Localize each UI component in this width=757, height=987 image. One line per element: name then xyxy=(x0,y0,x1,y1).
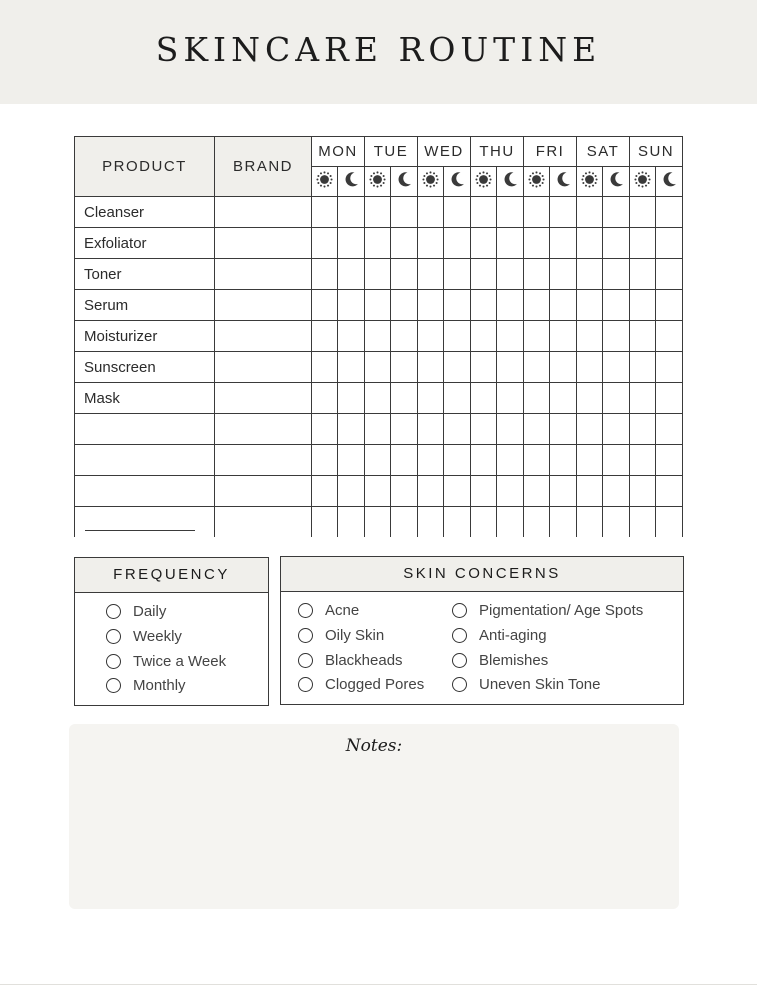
check-cell[interactable] xyxy=(418,321,444,352)
check-cell[interactable] xyxy=(365,321,391,352)
check-cell[interactable] xyxy=(603,290,630,321)
table-row xyxy=(75,290,683,321)
check-cell[interactable] xyxy=(338,414,365,445)
skin-concerns-panel xyxy=(280,556,684,705)
check-cell[interactable] xyxy=(312,197,338,228)
check-cell[interactable] xyxy=(418,352,444,383)
check-cell[interactable] xyxy=(338,507,365,538)
check-cell[interactable] xyxy=(365,290,391,321)
check-cell[interactable] xyxy=(312,507,338,538)
check-cell[interactable] xyxy=(338,352,365,383)
brand-cell[interactable] xyxy=(215,290,312,321)
routine-table xyxy=(74,136,683,537)
brand-cell[interactable] xyxy=(215,383,312,414)
sun-icon xyxy=(418,167,444,197)
check-cell[interactable] xyxy=(656,352,683,383)
check-cell[interactable] xyxy=(524,507,550,538)
check-cell[interactable] xyxy=(656,259,683,290)
frequency-header: FREQUENCY xyxy=(75,558,268,593)
check-cell[interactable] xyxy=(444,476,471,507)
sun-icon xyxy=(471,167,497,197)
option-label: Daily xyxy=(133,603,167,620)
check-cell[interactable] xyxy=(444,290,471,321)
title-band xyxy=(0,0,757,104)
check-cell[interactable] xyxy=(497,507,524,538)
check-cell[interactable] xyxy=(338,476,365,507)
day-header-sun: SUN xyxy=(630,137,683,167)
option-label: Blemishes xyxy=(479,652,549,669)
check-cell[interactable] xyxy=(577,197,603,228)
check-cell[interactable] xyxy=(603,321,630,352)
table-row xyxy=(75,352,683,383)
check-cell[interactable] xyxy=(312,321,338,352)
concern-option-uneven-skin-tone[interactable] xyxy=(452,676,600,693)
check-cell[interactable] xyxy=(603,383,630,414)
check-cell[interactable] xyxy=(630,352,656,383)
moon-icon xyxy=(656,167,683,197)
radio-button[interactable] xyxy=(106,654,121,669)
check-cell[interactable] xyxy=(471,321,497,352)
product-cell[interactable] xyxy=(75,445,215,476)
check-cell[interactable] xyxy=(418,507,444,538)
option-label: Twice a Week xyxy=(133,653,227,670)
check-cell[interactable] xyxy=(524,445,550,476)
radio-button[interactable] xyxy=(106,629,121,644)
brand-cell[interactable] xyxy=(215,228,312,259)
product-header: PRODUCT xyxy=(75,137,215,197)
check-cell[interactable] xyxy=(550,383,577,414)
check-cell[interactable] xyxy=(418,228,444,259)
check-cell[interactable] xyxy=(444,352,471,383)
table-row xyxy=(75,228,683,259)
check-cell[interactable] xyxy=(550,259,577,290)
concern-option-clogged-pores[interactable] xyxy=(298,676,424,693)
day-header-tue: TUE xyxy=(365,137,418,167)
check-cell[interactable] xyxy=(497,383,524,414)
check-cell[interactable] xyxy=(365,507,391,538)
check-cell[interactable] xyxy=(497,259,524,290)
check-cell[interactable] xyxy=(391,476,418,507)
check-cell[interactable] xyxy=(497,228,524,259)
check-cell[interactable] xyxy=(603,259,630,290)
check-cell[interactable] xyxy=(365,445,391,476)
check-cell[interactable] xyxy=(338,383,365,414)
table-row xyxy=(75,383,683,414)
brand-header: BRAND xyxy=(215,137,312,197)
concern-option-blackheads[interactable] xyxy=(298,652,403,669)
check-cell[interactable] xyxy=(418,383,444,414)
check-cell[interactable] xyxy=(444,383,471,414)
check-cell[interactable] xyxy=(444,507,471,538)
moon-icon xyxy=(603,167,630,197)
check-cell[interactable] xyxy=(524,476,550,507)
radio-button[interactable] xyxy=(452,628,467,643)
check-cell[interactable] xyxy=(497,197,524,228)
option-label: Uneven Skin Tone xyxy=(479,676,601,693)
check-cell[interactable] xyxy=(338,290,365,321)
check-cell[interactable] xyxy=(550,352,577,383)
check-cell[interactable] xyxy=(577,383,603,414)
check-cell[interactable] xyxy=(577,507,603,538)
radio-button[interactable] xyxy=(106,678,121,693)
check-cell[interactable] xyxy=(577,476,603,507)
table-row xyxy=(75,414,683,445)
check-cell[interactable] xyxy=(471,228,497,259)
check-cell[interactable] xyxy=(338,445,365,476)
check-cell[interactable] xyxy=(524,259,550,290)
option-label: Clogged Pores xyxy=(325,676,425,693)
check-cell[interactable] xyxy=(391,197,418,228)
product-cell[interactable]: Serum xyxy=(75,290,215,321)
check-cell[interactable] xyxy=(471,352,497,383)
check-cell[interactable] xyxy=(524,321,550,352)
check-cell[interactable] xyxy=(577,445,603,476)
product-cell[interactable] xyxy=(75,414,215,445)
check-cell[interactable] xyxy=(471,290,497,321)
check-cell[interactable] xyxy=(471,507,497,538)
day-header-wed: WED xyxy=(418,137,471,167)
check-cell[interactable] xyxy=(391,352,418,383)
bottom-divider xyxy=(0,984,757,985)
radio-button[interactable] xyxy=(298,677,313,692)
check-cell[interactable] xyxy=(656,290,683,321)
check-cell[interactable] xyxy=(550,507,577,538)
check-cell[interactable] xyxy=(365,383,391,414)
radio-button[interactable] xyxy=(106,604,121,619)
check-cell[interactable] xyxy=(630,507,656,538)
check-cell[interactable] xyxy=(550,290,577,321)
check-cell[interactable] xyxy=(365,476,391,507)
check-cell[interactable] xyxy=(444,259,471,290)
radio-button[interactable] xyxy=(452,677,467,692)
radio-button[interactable] xyxy=(298,603,313,618)
check-cell[interactable] xyxy=(391,259,418,290)
check-cell[interactable] xyxy=(603,507,630,538)
check-cell[interactable] xyxy=(391,445,418,476)
check-cell[interactable] xyxy=(603,445,630,476)
check-cell[interactable] xyxy=(524,197,550,228)
check-cell[interactable] xyxy=(603,352,630,383)
check-cell[interactable] xyxy=(603,197,630,228)
check-cell[interactable] xyxy=(365,352,391,383)
sun-icon xyxy=(577,167,603,197)
check-cell[interactable] xyxy=(524,290,550,321)
table-row xyxy=(75,197,683,228)
option-label: Anti-aging xyxy=(479,627,547,644)
table-row xyxy=(75,476,683,507)
check-cell[interactable] xyxy=(630,197,656,228)
check-cell[interactable] xyxy=(391,321,418,352)
check-cell[interactable] xyxy=(630,476,656,507)
check-cell[interactable] xyxy=(656,507,683,538)
concern-option-pigmentation[interactable] xyxy=(452,602,643,619)
product-cell[interactable]: Exfoliator xyxy=(75,228,215,259)
option-label: Pigmentation/ Age Spots xyxy=(479,602,644,619)
frequency-option-weekly[interactable] xyxy=(106,628,182,645)
check-cell[interactable] xyxy=(577,228,603,259)
check-cell[interactable] xyxy=(418,290,444,321)
check-cell[interactable] xyxy=(365,228,391,259)
day-header-mon: MON xyxy=(312,137,365,167)
check-cell[interactable] xyxy=(603,228,630,259)
check-cell[interactable] xyxy=(656,383,683,414)
product-cell[interactable] xyxy=(75,507,215,538)
check-cell[interactable] xyxy=(656,228,683,259)
check-cell[interactable] xyxy=(577,352,603,383)
check-cell[interactable] xyxy=(577,414,603,445)
check-cell[interactable] xyxy=(577,321,603,352)
brand-cell[interactable] xyxy=(215,321,312,352)
check-cell[interactable] xyxy=(656,414,683,445)
product-cell[interactable] xyxy=(75,476,215,507)
concern-option-anti-aging[interactable] xyxy=(452,627,547,644)
table-row xyxy=(75,259,683,290)
check-cell[interactable] xyxy=(418,476,444,507)
moon-icon xyxy=(338,167,365,197)
check-cell[interactable] xyxy=(471,445,497,476)
frequency-option-monthly[interactable] xyxy=(106,677,186,694)
brand-cell[interactable] xyxy=(215,507,312,538)
check-cell[interactable] xyxy=(338,259,365,290)
check-cell[interactable] xyxy=(497,476,524,507)
check-cell[interactable] xyxy=(444,414,471,445)
check-cell[interactable] xyxy=(524,352,550,383)
product-cell[interactable]: Cleanser xyxy=(75,197,215,228)
frequency-panel xyxy=(74,557,269,706)
check-cell[interactable] xyxy=(497,445,524,476)
check-cell[interactable] xyxy=(312,445,338,476)
day-header-thu: THU xyxy=(471,137,524,167)
write-in-line xyxy=(85,530,195,531)
check-cell[interactable] xyxy=(391,383,418,414)
check-cell[interactable] xyxy=(497,290,524,321)
day-header-fri: FRI xyxy=(524,137,577,167)
product-cell[interactable]: Toner xyxy=(75,259,215,290)
check-cell[interactable] xyxy=(550,445,577,476)
check-cell[interactable] xyxy=(603,414,630,445)
product-cell[interactable]: Mask xyxy=(75,383,215,414)
check-cell[interactable] xyxy=(656,321,683,352)
check-cell[interactable] xyxy=(391,290,418,321)
skin-concerns-header: SKIN CONCERNS xyxy=(281,557,683,592)
check-cell[interactable] xyxy=(391,414,418,445)
check-cell[interactable] xyxy=(577,259,603,290)
check-cell[interactable] xyxy=(577,290,603,321)
check-cell[interactable] xyxy=(365,197,391,228)
check-cell[interactable] xyxy=(312,259,338,290)
concern-option-oily-skin[interactable] xyxy=(298,627,384,644)
product-cell[interactable]: Moisturizer xyxy=(75,321,215,352)
check-cell[interactable] xyxy=(471,197,497,228)
brand-cell[interactable] xyxy=(215,476,312,507)
check-cell[interactable] xyxy=(444,228,471,259)
check-cell[interactable] xyxy=(550,476,577,507)
radio-button[interactable] xyxy=(298,628,313,643)
check-cell[interactable] xyxy=(365,259,391,290)
brand-cell[interactable] xyxy=(215,197,312,228)
check-cell[interactable] xyxy=(391,228,418,259)
brand-cell[interactable] xyxy=(215,445,312,476)
check-cell[interactable] xyxy=(550,414,577,445)
check-cell[interactable] xyxy=(312,383,338,414)
check-cell[interactable] xyxy=(656,445,683,476)
product-cell[interactable]: Sunscreen xyxy=(75,352,215,383)
radio-button[interactable] xyxy=(298,653,313,668)
check-cell[interactable] xyxy=(444,197,471,228)
check-cell[interactable] xyxy=(630,445,656,476)
option-label: Blackheads xyxy=(325,652,403,669)
radio-button[interactable] xyxy=(452,653,467,668)
check-cell[interactable] xyxy=(550,321,577,352)
check-cell[interactable] xyxy=(312,228,338,259)
check-cell[interactable] xyxy=(338,228,365,259)
check-cell[interactable] xyxy=(312,476,338,507)
check-cell[interactable] xyxy=(418,259,444,290)
check-cell[interactable] xyxy=(550,228,577,259)
check-cell[interactable] xyxy=(471,414,497,445)
concern-option-blemishes[interactable] xyxy=(452,652,548,669)
check-cell[interactable] xyxy=(312,352,338,383)
check-cell[interactable] xyxy=(497,352,524,383)
check-cell[interactable] xyxy=(656,197,683,228)
check-cell[interactable] xyxy=(630,414,656,445)
check-cell[interactable] xyxy=(524,383,550,414)
sun-icon xyxy=(312,167,338,197)
check-cell[interactable] xyxy=(418,445,444,476)
check-cell[interactable] xyxy=(630,259,656,290)
check-cell[interactable] xyxy=(524,414,550,445)
check-cell[interactable] xyxy=(365,414,391,445)
check-cell[interactable] xyxy=(524,228,550,259)
brand-cell[interactable] xyxy=(215,414,312,445)
moon-icon xyxy=(550,167,577,197)
check-cell[interactable] xyxy=(656,476,683,507)
check-cell[interactable] xyxy=(338,197,365,228)
page-title: SKINCARE ROUTINE xyxy=(155,30,602,69)
table-row xyxy=(75,321,683,352)
check-cell[interactable] xyxy=(312,414,338,445)
check-cell[interactable] xyxy=(418,414,444,445)
brand-cell[interactable] xyxy=(215,259,312,290)
check-cell[interactable] xyxy=(312,290,338,321)
brand-cell[interactable] xyxy=(215,352,312,383)
check-cell[interactable] xyxy=(471,476,497,507)
check-cell[interactable] xyxy=(391,507,418,538)
sun-icon xyxy=(630,167,656,197)
frequency-option-daily[interactable] xyxy=(106,603,166,620)
option-label: Acne xyxy=(325,602,360,619)
sun-icon xyxy=(524,167,550,197)
check-cell[interactable] xyxy=(630,321,656,352)
check-cell[interactable] xyxy=(471,383,497,414)
table-row xyxy=(75,507,683,538)
check-cell[interactable] xyxy=(630,228,656,259)
check-cell[interactable] xyxy=(497,321,524,352)
check-cell[interactable] xyxy=(630,383,656,414)
check-cell[interactable] xyxy=(550,197,577,228)
option-label: Monthly xyxy=(133,677,186,694)
check-cell[interactable] xyxy=(444,321,471,352)
check-cell[interactable] xyxy=(497,414,524,445)
moon-icon xyxy=(391,167,418,197)
option-label: Oily Skin xyxy=(325,627,385,644)
notes-title: Notes: xyxy=(345,736,403,756)
radio-button[interactable] xyxy=(452,603,467,618)
check-cell[interactable] xyxy=(444,445,471,476)
moon-icon xyxy=(444,167,471,197)
check-cell[interactable] xyxy=(471,259,497,290)
notes-area[interactable] xyxy=(69,724,679,909)
check-cell[interactable] xyxy=(630,290,656,321)
check-cell[interactable] xyxy=(418,197,444,228)
check-cell[interactable] xyxy=(603,476,630,507)
table-row xyxy=(75,445,683,476)
sun-icon xyxy=(365,167,391,197)
concern-option-acne[interactable] xyxy=(298,602,359,619)
moon-icon xyxy=(497,167,524,197)
day-header-sat: SAT xyxy=(577,137,630,167)
option-label: Weekly xyxy=(133,628,182,645)
check-cell[interactable] xyxy=(338,321,365,352)
frequency-option-twice-a-week[interactable] xyxy=(106,653,226,670)
